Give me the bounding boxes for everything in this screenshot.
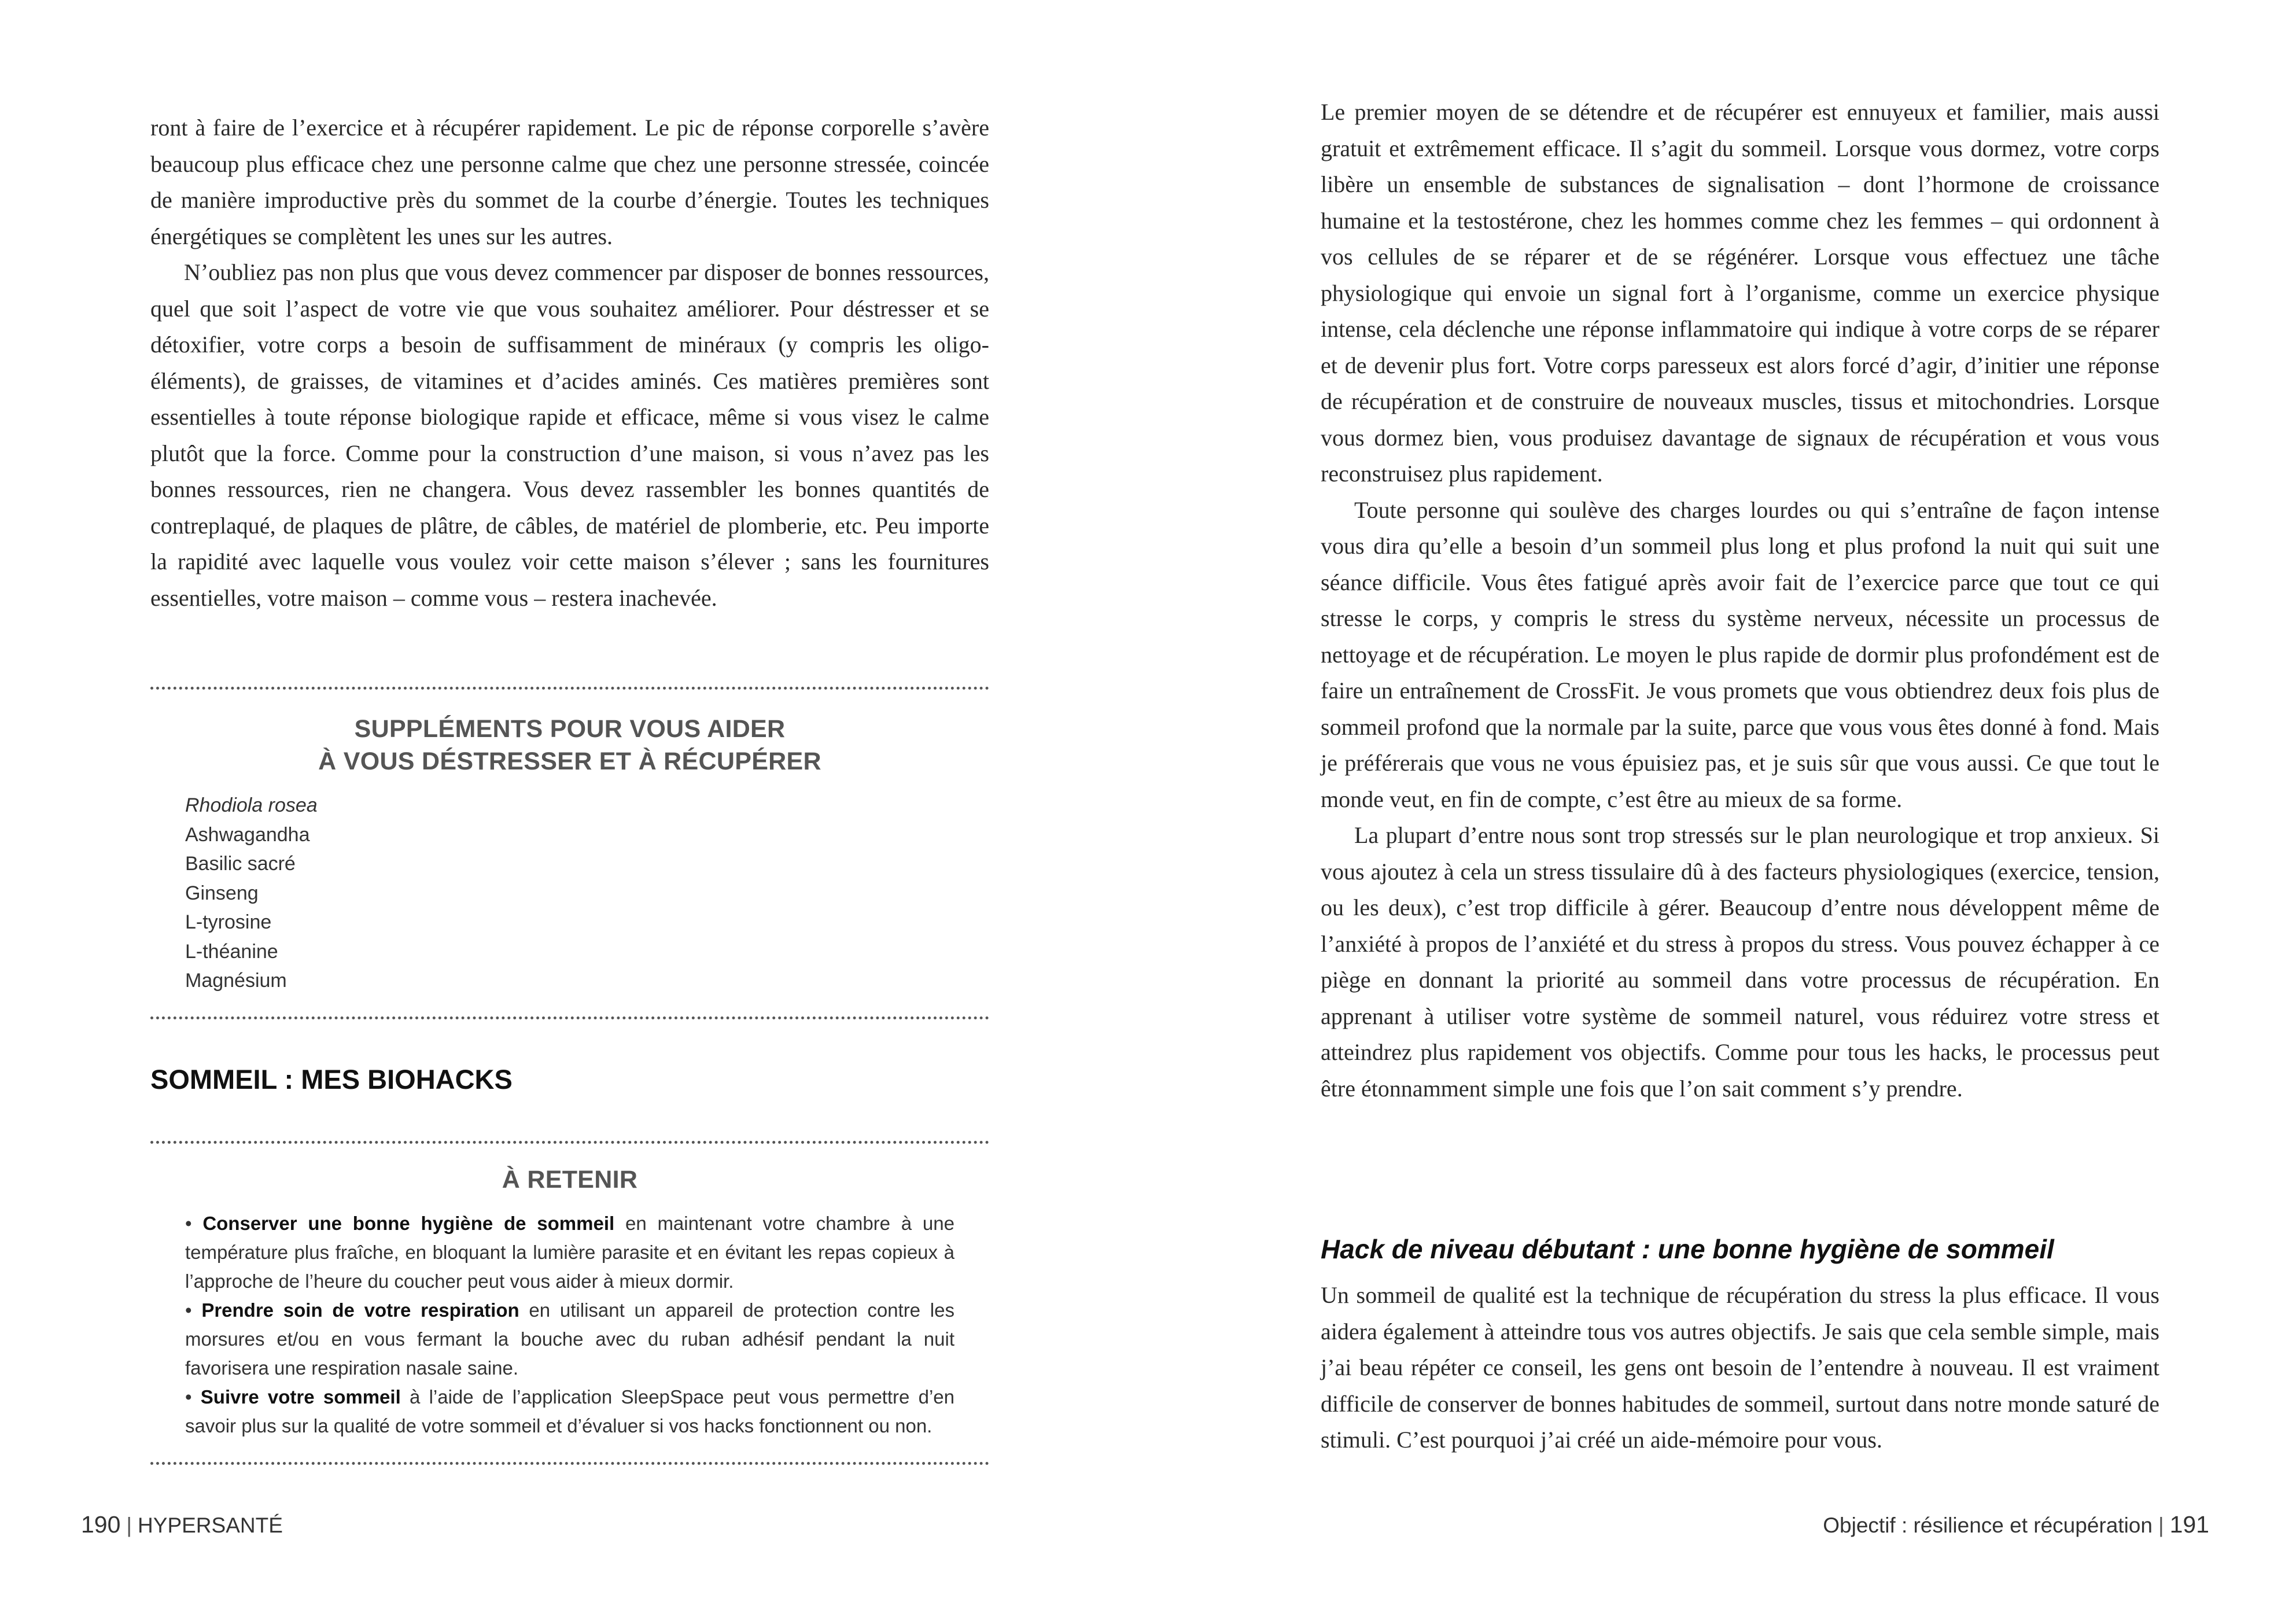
right-folio — [1823, 1511, 2209, 1538]
list-item: • Suivre votre sommeil à l’aide de l’application SleepSpace peut vous permettre d’en savoir plus sur la qualité de votre sommeil et d’évaluer si vos hacks fonctionnent ou non. — [185, 1386, 954, 1436]
page-number: 191 — [2169, 1511, 2209, 1538]
list-item-text: en maintenant votre chambre à une température plus fraîche, en bloquant la lumière parasite et en évitant les repas copieux à l’approche de l’heure du coucher peut vous aider à mieux dormir. — [185, 1213, 954, 1292]
paragraph: Le premier moyen de se détendre et de récupérer est ennuyeux et familier, mais aussi gratuit et extrêmement efficace. Il s’agit du sommeil. Lorsque vous dormez, votre corps libère un ensemble de substances de signalisation – dont l’hormone de croissance humaine et la testostérone, chez les hommes comme chez les femmes – qui ordonnent à vos cellules de se réparer et de se régénérer. Lorsque vous effectuez une tâche physiologique qui envoie un signal fort à l’organisme, comme un exercice physique intense, cela déclenche une réponse inflammatoire qui indique à votre corps de se réparer et de devenir plus fort. Votre corps paresseux est alors forcé d’agir, d’initier une réponse de récupération et de construire de nouveaux muscles, tissus et mitochondries. Lorsque vous dormez bien, vous produisez davantage de signaux de récupération et vous vous reconstruisez plus rapidement. — [1321, 99, 2159, 487]
folio-separator: | — [126, 1513, 132, 1537]
supplements-title — [150, 713, 989, 778]
list-item: Basilic sacré — [185, 853, 296, 875]
right-body-text — [1321, 94, 2159, 1107]
list-item: Ashwagandha — [185, 823, 310, 846]
supplements-list — [185, 791, 318, 996]
list-item-text: à l’aide de l’application SleepSpace peut vous permettre d’en savoir plus sur la qualité de votre sommeil et d’évaluer si vos hacks fonctionnent ou non. — [185, 1386, 954, 1436]
paragraph: Un sommeil de qualité est la technique de récupération du stress la plus efficace. Il vous aidera également à atteindre tous vos autres objectifs. Je sais que cela semble simple, mais j’ai beau répéter ce conseil, les gens ont besoin de l’entendre à nouveau. Il est vraiment difficile de conserver de bonnes habitudes de sommeil, surtout dans notre monde saturé de stimuli. C’est pourquoi j’ai créé un aide-mémoire pour vous. — [1321, 1282, 2159, 1453]
right-page — [1148, 0, 2296, 1606]
running-head: Objectif : résilience et récupération — [1823, 1513, 2153, 1537]
left-body-text — [150, 110, 989, 616]
list-item-bold: Suivre votre sommeil — [200, 1386, 401, 1408]
paragraph: ront à faire de l’exercice et à récupérer rapidement. Le pic de réponse corporelle s’avère beaucoup plus efficace chez une personne calme que chez une personne stressée, coincée de manière improductive près du sommet de la courbe d’énergie. Toutes les techniques énergétiques se complètent les unes sur les autres. — [150, 115, 989, 249]
paragraph: La plupart d’entre nous sont trop stressés sur le plan neurologique et trop anxieux. Si vous ajoutez à cela un stress tissulaire dû à des facteurs physiologiques (exercice, tension, ou les deux), c’est trop difficile à gérer. Beaucoup d’entre nous développent même de l’anxiété à propos de l’anxiété et du stress à propos du stress. Vous pouvez échapper à ce piège en donnant la priorité au sommeil dans votre processus de récupération. En apprenant à utiliser votre système de sommeil naturel, vous réduirez votre stress et atteindrez plus rapidement vos objectifs. Comme pour tous les hacks, le processus peut être étonnamment simple une fois que l’on sait comment s’y prendre. — [1321, 822, 2159, 1102]
divider-bottom-retenir — [150, 1462, 989, 1465]
section-heading: SOMMEIL : MES BIOHACKS — [150, 1064, 513, 1095]
supplements-title-line2: À VOUS DÉSTRESSER ET À RÉCUPÉRER — [318, 747, 821, 775]
left-folio — [81, 1511, 283, 1538]
list-item: L-tyrosine — [185, 911, 272, 933]
divider-top-retenir — [150, 1141, 989, 1144]
list-item: Rhodiola rosea — [185, 794, 318, 816]
hack-heading: Hack de niveau débutant : une bonne hygiène de sommeil — [1321, 1234, 2054, 1264]
list-item-bold: Prendre soin de votre respiration — [201, 1299, 519, 1321]
folio-separator: | — [2158, 1513, 2164, 1537]
list-item: • Conserver une bonne hygiène de sommeil en maintenant votre chambre à une température plus fraîche, en bloquant la lumière parasite et en évitant les repas copieux à l’approche de l’heure du coucher peut vous aider à mieux dormir. — [185, 1213, 954, 1292]
running-head: HYPERSANTÉ — [138, 1513, 283, 1537]
list-item: Magnésium — [185, 970, 287, 992]
paragraph: Toute personne qui soulève des charges lourdes ou qui s’entraîne de façon intense vous dira qu’elle a besoin d’un sommeil plus long et plus profond la nuit qui suit une séance difficile. Vous êtes fatigué après avoir fait de l’exercice parce que tout ce qui stresse le corps, y compris le stress du système nerveux, nécessite un processus de nettoyage et de récupération. Le moyen le plus rapide de dormir plus profondément est de faire un entraînement de CrossFit. Je vous promets que vous obtiendrez deux fois plus de sommeil profond que la normale par la suite, parce que vous vous êtes donné à fond. Mais je préférerais que vous ne vous épuisiez pas, et je suis sûr que vous aussi. Ce que tout le monde veut, en fin de compte, c’est être au mieux de sa forme. — [1321, 496, 2159, 812]
list-item: Ginseng — [185, 882, 259, 904]
supplements-title-line1: SUPPLÉMENTS POUR VOUS AIDER — [354, 715, 786, 743]
list-item: L-théanine — [185, 940, 278, 963]
divider-bottom-supplements — [150, 1016, 989, 1019]
retenir-title: À RETENIR — [502, 1166, 638, 1194]
hack-body-text — [1321, 1277, 2159, 1458]
paragraph: N’oubliez pas non plus que vous devez commencer par disposer de bonnes ressources, quel que soit l’aspect de votre vie que vous souhaitez améliorer. Pour déstresser et se détoxifier, votre corps a besoin de suffisamment de minéraux (y compris les oligo-éléments), de graisses, de vitamines et d’acides aminés. Ces matières premières sont essentielles à toute réponse biologique rapide et efficace, même si vous visez le calme plutôt que la force. Comme pour la construction d’une maison, si vous n’avez pas les bonnes ressources, rien ne changera. Vous devez rassembler les bonnes quantités de contreplaqué, de plaques de plâtre, de câbles, de matériel de plomberie, etc. Peu importe la rapidité avec laquelle vous voulez voir cette maison s’élever ; sans les fournitures essentielles, votre maison – comme vous – restera inachevée. — [150, 259, 989, 611]
list-item-text: en utilisant un appareil de protection contre les morsures et/ou en vous fermant la bouche avec du ruban adhésif pendant la nuit favorisera une respiration nasale saine. — [185, 1299, 954, 1379]
retenir-list — [185, 1209, 954, 1441]
list-item-bold: Conserver une bonne hygiène de sommeil — [202, 1213, 615, 1234]
list-item: • Prendre soin de votre respiration en utilisant un appareil de protection contre les morsures et/ou en vous fermant la bouche avec du ruban adhésif pendant la nuit favorisera une respiration nasale saine. — [185, 1299, 954, 1379]
divider-top-supplements — [150, 687, 989, 690]
page-number: 190 — [81, 1511, 121, 1538]
